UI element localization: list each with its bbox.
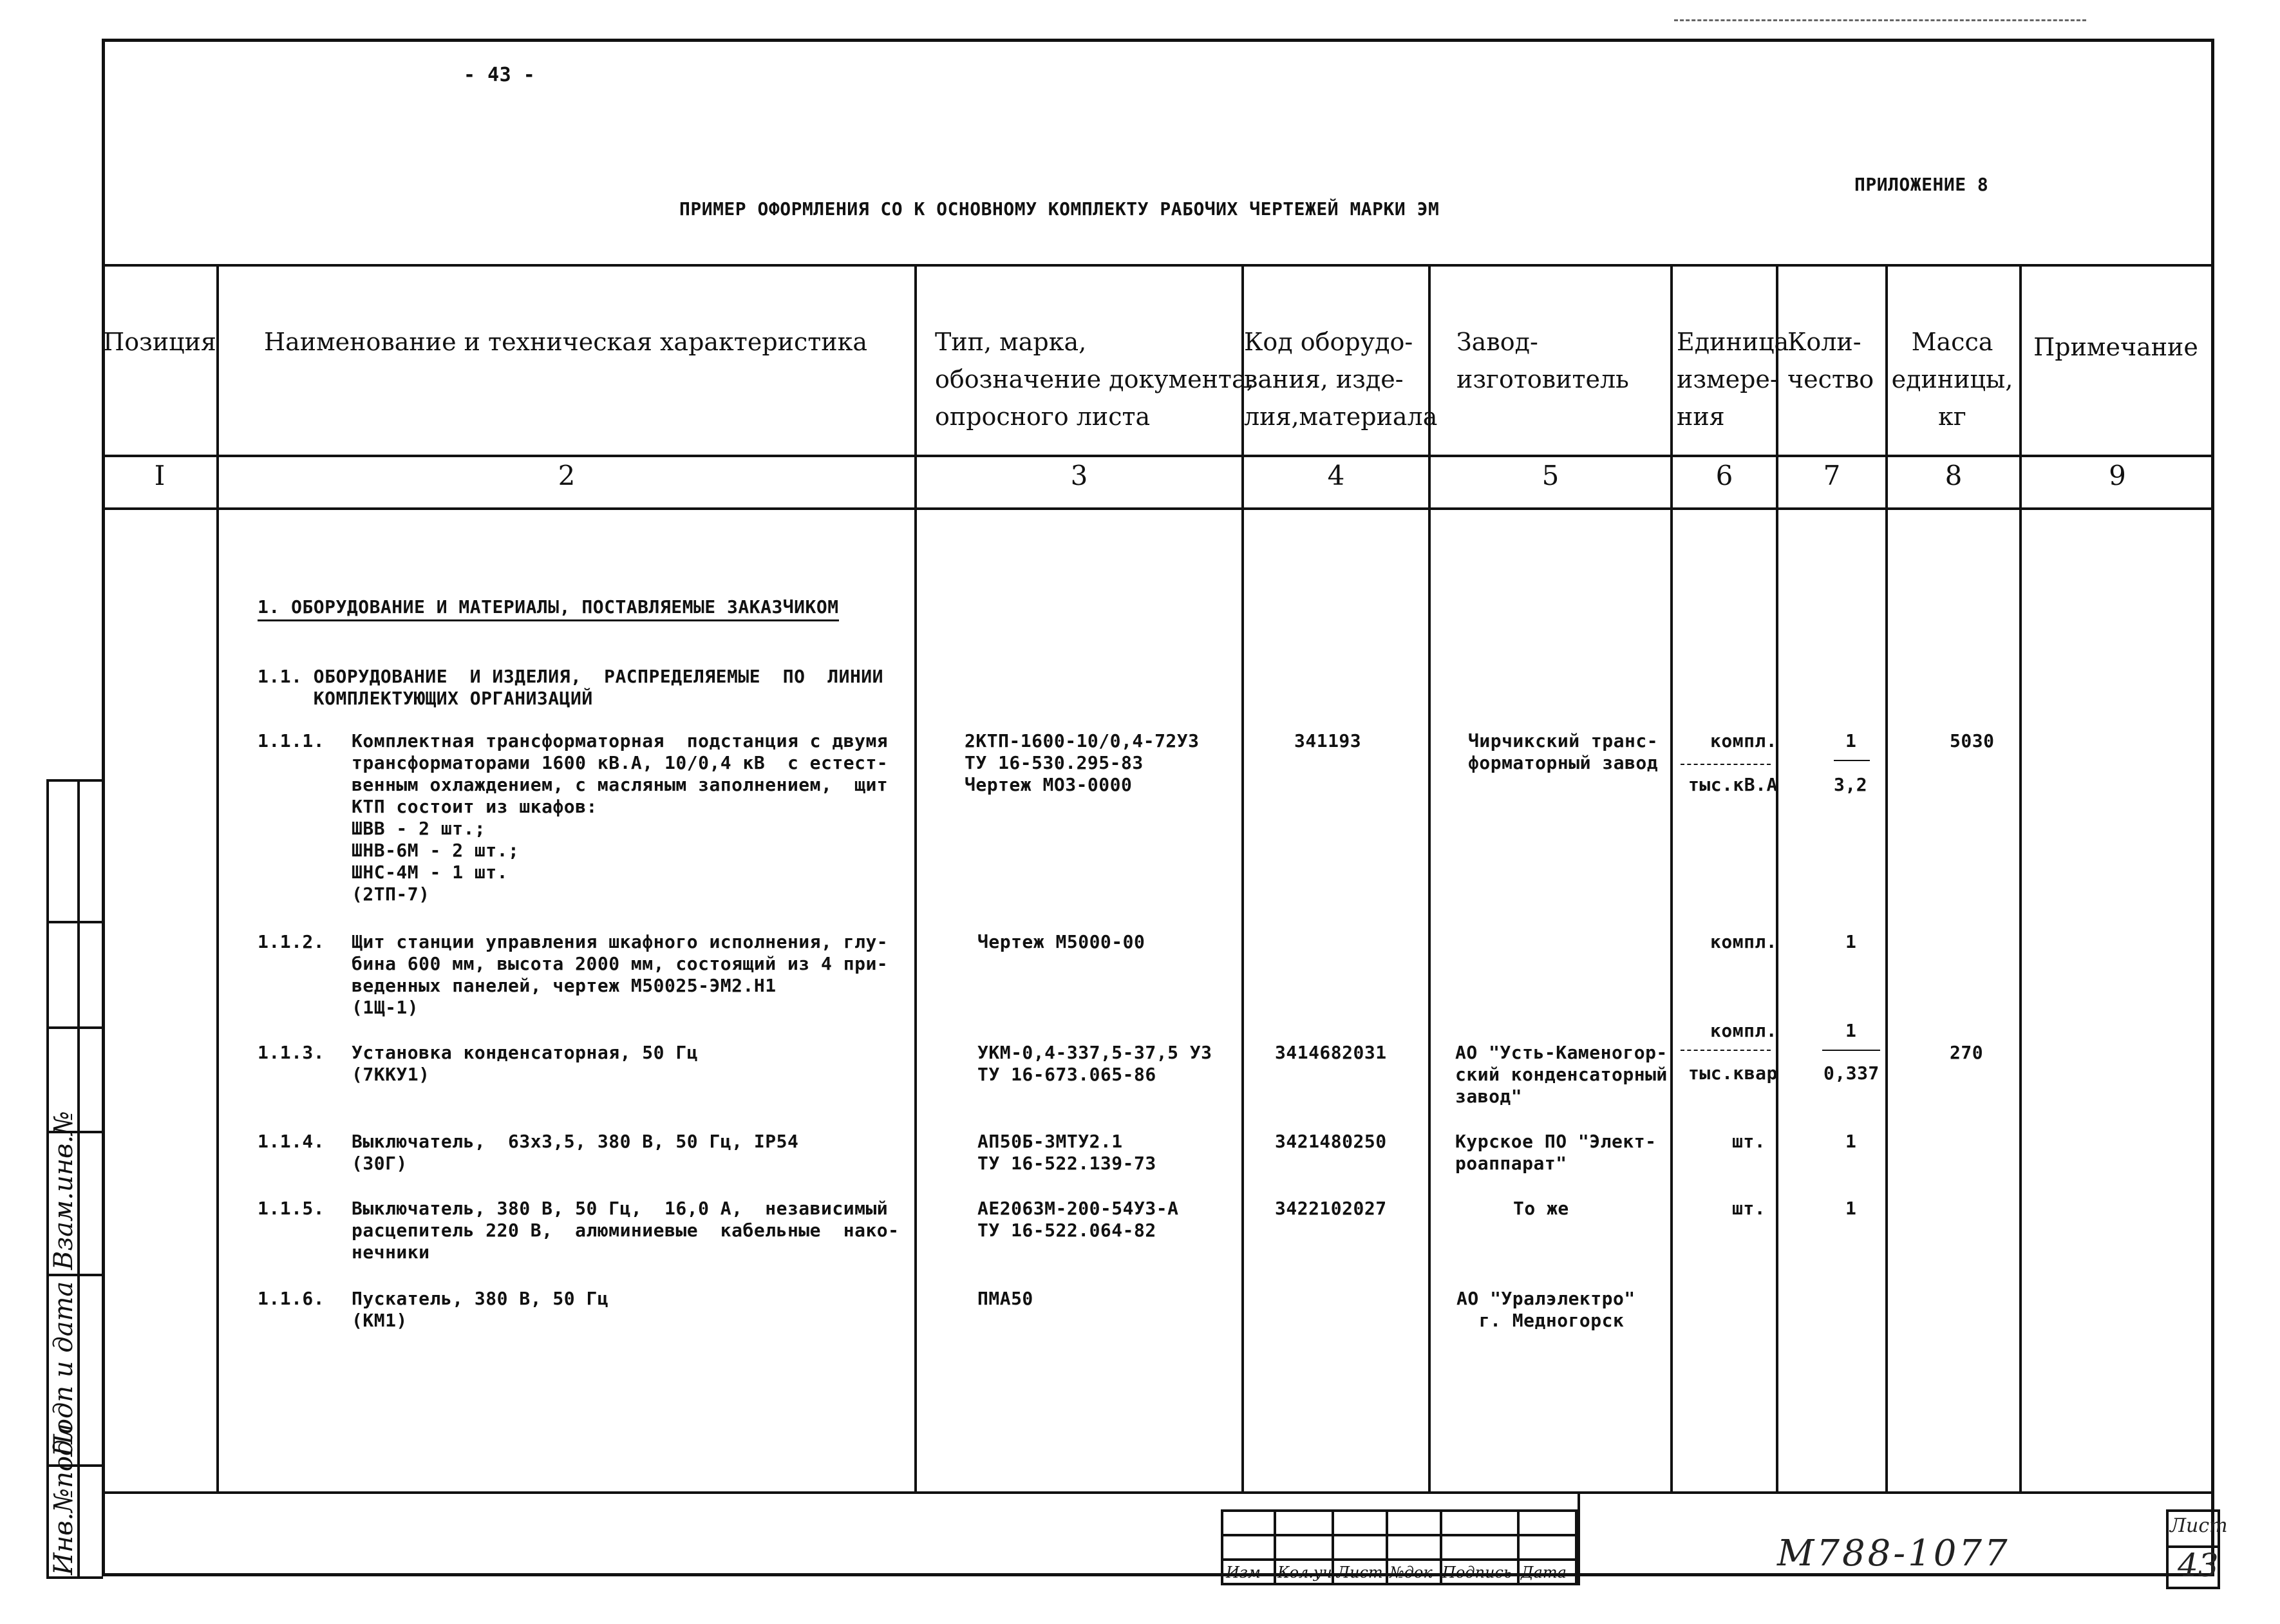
header-code: Код оборудо- вания, изде- лия,материала (1244, 328, 1438, 431)
side-strip-line (46, 1026, 103, 1029)
col-divider-2 (914, 264, 917, 1491)
row-type: 2КТП-1600-10/0,4-72У3 ТУ 16-530.295-83 Чертеж МОЗ-0000 (965, 730, 1200, 795)
header-name: Наименование и техническая характеристика (264, 328, 868, 356)
unit-divider (1681, 764, 1771, 765)
col-num-6: 6 (1715, 460, 1733, 491)
row-name: Установка конденсаторная, 50 Гц (7ККУ1) (352, 1042, 699, 1085)
header-qty: Коли- чество (1787, 328, 1874, 393)
col-num-2: 2 (558, 460, 576, 491)
page-number: - 43 - (464, 64, 536, 86)
revision-col-label: Лист (1337, 1563, 1383, 1582)
row-maker: То же (1513, 1198, 1569, 1219)
section-heading-1: 1. ОБОРУДОВАНИЕ И МАТЕРИАЛЫ, ПОСТАВЛЯЕМЫЕ ЗАКАЗЧИКОМ (258, 596, 839, 621)
col-num-3: 3 (1070, 460, 1088, 491)
row-qty: 1 (1845, 1198, 1857, 1219)
row-pos: 1.1.6. (258, 1288, 325, 1309)
col-divider-4 (1428, 264, 1431, 1491)
code-block-divider (1578, 1491, 1580, 1585)
col-divider-6 (1776, 264, 1778, 1491)
col-num-4: 4 (1327, 460, 1345, 491)
row-unit: компл. (1710, 931, 1778, 952)
row-type: ПМА50 (977, 1288, 1033, 1309)
side-strip-line (46, 1274, 103, 1276)
col-divider-7 (1885, 264, 1888, 1491)
sheet-label: Лист (2170, 1515, 2228, 1537)
row-maker: АО "Уралэлектро" г. Медногорск (1456, 1288, 1635, 1331)
appendix-label: ПРИЛОЖЕНИЕ 8 (1854, 174, 1989, 195)
qty-divider (1834, 760, 1870, 761)
colnum-bottom-line (103, 507, 2213, 510)
row-maker: Курское ПО "Элект- роаппарат" (1455, 1131, 1657, 1174)
row-qty-top: 1 (1845, 1020, 1857, 1041)
row-name: Пускатель, 380 В, 50 Гц (КМ1) (352, 1288, 609, 1331)
row-maker: АО "Усть-Каменогор- ский конденсаторный завод" (1455, 1042, 1668, 1107)
col-num-9: 9 (2109, 460, 2126, 491)
col-divider-3 (1241, 264, 1244, 1491)
page-title: ПРИМЕР ОФОРМЛЕНИЯ СО К ОСНОВНОМУ КОМПЛЕКТУ РАБОЧИХ ЧЕРТЕЖЕЙ МАРКИ ЭМ (679, 198, 1440, 220)
document-code: М788-1077 (1777, 1533, 2010, 1574)
row-code: 341193 (1294, 730, 1362, 751)
header-unit: Единица измере- ния (1677, 328, 1789, 431)
col-divider-8 (2019, 264, 2022, 1491)
section-heading-1-1: 1.1. ОБОРУДОВАНИЕ И ИЗДЕЛИЯ, РАСПРЕДЕЛЯЕМЫЕ ПО ЛИНИИ КОМПЛЕКТУЮЩИХ ОРГАНИЗАЦИЙ (258, 666, 884, 709)
row-code: 3414682031 (1275, 1042, 1387, 1063)
col-num-5: 5 (1541, 460, 1559, 491)
row-pos: 1.1.1. (258, 730, 325, 751)
header-position: Позиция (103, 328, 216, 356)
row-mass: 5030 (1950, 730, 1995, 751)
revision-col-line (1517, 1509, 1520, 1585)
side-label-sign-date: Подп и дата (49, 1281, 79, 1457)
top-dash-line (1674, 19, 2086, 21)
unit-divider (1681, 1050, 1771, 1051)
row-name: Комплектная трансформаторная подстанция с двумя трансформаторами 1600 кВ.А, 10/0,4 кВ с естест- венным охлаждением, с масляным заполнением, щит КТП состоит из шкафов: ШВВ - 2 шт.; ШНВ-6М - 2 шт.; ШНС-4М - 1 шт. (2ТП-7) (352, 730, 889, 905)
header-type: Тип, марка, обозначение документа, опросного листа (935, 328, 1254, 431)
revision-col-label: №док (1390, 1563, 1433, 1582)
row-unit-bottom: тыс.квар (1688, 1062, 1778, 1084)
col-num-1: I (154, 460, 165, 491)
col-num-7: 7 (1823, 460, 1841, 491)
header-mass: Масса единицы, кг (1891, 328, 2013, 431)
revision-col-line (1386, 1509, 1388, 1585)
revision-col-label: Кол.уч (1277, 1563, 1332, 1582)
row-type: УКМ-0,4-337,5-37,5 У3 ТУ 16-673.065-86 (977, 1042, 1212, 1085)
table-top-line (103, 264, 2213, 267)
row-qty-top: 1 (1845, 730, 1857, 751)
side-strip-line (46, 779, 103, 782)
row-qty-bottom: 0,337 (1823, 1062, 1880, 1084)
revision-col-line (1274, 1509, 1276, 1585)
row-unit: шт. (1732, 1131, 1766, 1152)
row-pos: 1.1.3. (258, 1042, 325, 1063)
header-maker: Завод- изготовитель (1456, 328, 1629, 393)
col-num-8: 8 (1945, 460, 1963, 491)
row-qty-bottom: 3,2 (1834, 774, 1868, 795)
row-type: АЕ2063М-200-54У3-А ТУ 16-522.064-82 (977, 1198, 1179, 1241)
row-type: АП50Б-3МТУ2.1 ТУ 16-522.139-73 (977, 1131, 1156, 1174)
side-strip-line (46, 921, 103, 923)
col-divider-5 (1670, 264, 1673, 1491)
side-label-replace-inv: Взам.инв.№ (49, 1111, 79, 1270)
qty-divider (1822, 1050, 1880, 1051)
col-divider-1 (216, 264, 219, 1491)
row-type: Чертеж М5000-00 (977, 931, 1145, 952)
row-unit-top: компл. (1710, 1020, 1778, 1041)
row-qty: 1 (1845, 931, 1857, 952)
side-strip-line (46, 1576, 103, 1579)
row-name: Выключатель, 63х3,5, 380 В, 50 Гц, IP54 (30Г) (352, 1131, 799, 1174)
row-name: Выключатель, 380 В, 50 Гц, 16,0 А, независимый расцепитель 220 В, алюминиевые кабельные нако- нечники (352, 1198, 900, 1263)
revision-col-label: Подпись (1442, 1563, 1512, 1582)
row-unit-top: компл. (1710, 730, 1778, 751)
row-code: 3421480250 (1275, 1131, 1387, 1152)
sheet-number: 43 (2178, 1547, 2219, 1584)
row-pos: 1.1.2. (258, 931, 325, 952)
header-note: Примечание (2033, 333, 2198, 361)
row-unit: шт. (1732, 1198, 1766, 1219)
revision-col-label: Изм (1226, 1563, 1261, 1582)
revision-col-label: Дата (1521, 1563, 1567, 1582)
table-bottom-line (103, 1491, 2213, 1494)
header-bottom-line (103, 455, 2213, 457)
row-pos: 1.1.4. (258, 1131, 325, 1152)
row-pos: 1.1.5. (258, 1198, 325, 1219)
row-code: 3422102027 (1275, 1198, 1387, 1219)
side-label-inv-no: Инв.№подл (49, 1423, 79, 1575)
row-qty: 1 (1845, 1131, 1857, 1152)
row-name: Щит станции управления шкафного исполнения, глу- бина 600 мм, высота 2000 мм, состоящий из 4 при- веденных панелей, чертеж М50025-ЭМ2.Н1 (1Щ-1) (352, 931, 889, 1018)
row-mass: 270 (1950, 1042, 1984, 1063)
row-maker: Чирчикский транс- форматорный завод (1468, 730, 1659, 773)
row-unit-bottom: тыс.кВ.А (1688, 774, 1778, 795)
